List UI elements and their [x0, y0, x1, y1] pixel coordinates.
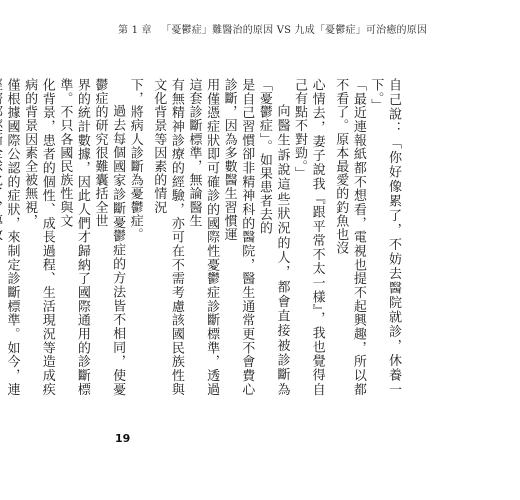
paragraph: 向醫生訴說這些狀況的人，都會直接被診斷為「憂鬱症」。如果患者去的 [256, 78, 290, 396]
paragraph: 是自己習慣卻非精神科的醫院，醫生通常更不會費心診斷，因為多數醫生習慣運 [221, 78, 255, 396]
paragraph: 自己說：「你好像累了，不妨去醫院就診，休養一下。」 [368, 78, 401, 396]
paragraph: 有無精神診療的經驗，亦可在不需考慮該國民族性與文化背景等因素的情況 [151, 78, 184, 396]
vertical-body-text [4, 78, 402, 396]
paragraph: 下，將病人診斷為憂鬱症。 [127, 78, 143, 242]
chapter-title: 「憂鬱症」難醫治的原因 VS 九成「憂鬱症」可治癒的原因 [161, 25, 428, 36]
paragraph: 「最近連報紙都不想看，電視也提不起興趣，所以都不看了。原本最愛的釣魚也沒 [333, 78, 366, 396]
paragraph: 過去每個國家診斷憂鬱症的方法皆不相同，使憂鬱症的研究很難囊括全世 [92, 78, 126, 396]
running-header [118, 25, 428, 37]
paragraph: 界的統計數據，因此人們才歸納了國際通用的診斷標準。不只各國民族性與文 [57, 78, 90, 396]
paragraph: 心情去，妻子說我『跟平常不太一樣』，我也覺得自己有點不對勁。」 [292, 78, 325, 396]
chapter-label: 第 1 章 [118, 25, 152, 36]
paragraph: 僅根據國際公認的症狀，來制定診斷標準。如今，連 [4, 78, 20, 396]
page-number: 19 [115, 432, 131, 445]
paragraph: 用僅憑症狀即可確診的國際性憂鬱症診斷標準，透過這套診斷標準，無論醫生 [186, 78, 220, 396]
paragraph: 化背景，患者的個性、成長過程、生活現況等造成疾病的背景因素全被無視， [22, 78, 55, 396]
